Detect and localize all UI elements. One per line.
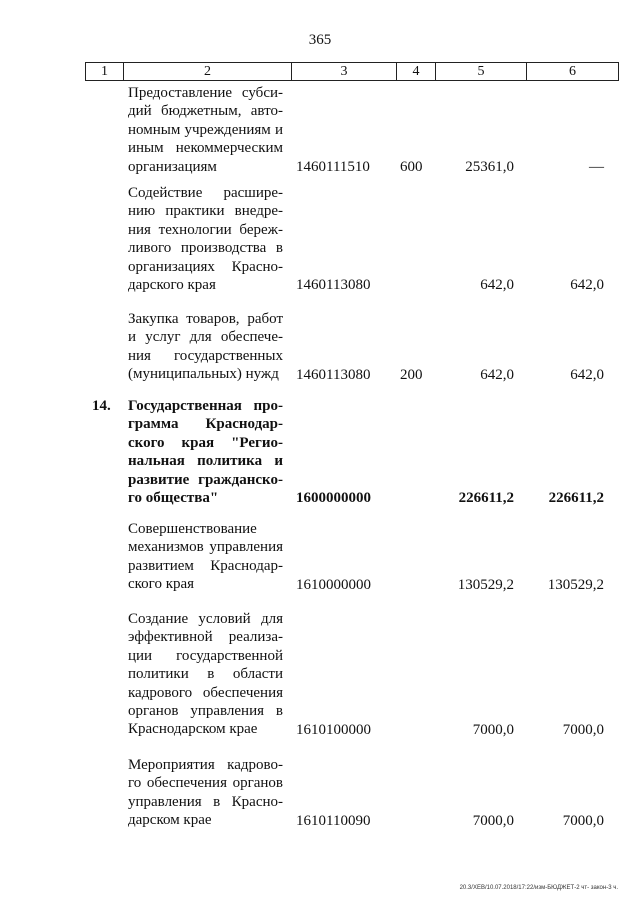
row-amount-col6: 642,0 <box>570 366 604 383</box>
row-code: 1460113080 <box>296 277 371 294</box>
row-description <box>128 756 283 830</box>
row-amount-col5: 130529,2 <box>457 576 514 593</box>
row-amount-col5: 642,0 <box>480 366 514 383</box>
row-description <box>128 397 283 507</box>
description-line: (муниципальных) нужд <box>128 366 279 383</box>
description-line: ского края <box>128 576 195 593</box>
row-expense-type: 600 <box>400 159 423 175</box>
description-line: развитие гражданско- <box>128 471 283 488</box>
row-amount-col6: 7000,0 <box>562 812 604 829</box>
row-code: 1610110090 <box>296 812 371 829</box>
row-expense-type: 200 <box>400 366 423 383</box>
row-amount-col6: 7000,0 <box>562 721 604 738</box>
description-line: нальная политика и <box>128 453 283 470</box>
page-number: 365 <box>308 32 332 48</box>
row-amount-col6: — <box>589 159 604 175</box>
description-line: ции государственной <box>128 647 283 664</box>
row-code: 1460111510 <box>296 159 370 175</box>
description-line: Совершенствование <box>128 521 257 537</box>
row-amount-col6: 642,0 <box>570 277 604 294</box>
header-col-2: 2 <box>204 64 211 79</box>
description-line: номным учреждениям и <box>128 121 283 138</box>
description-line: ливого производства в <box>128 240 283 257</box>
footer-stamp: 20.3/ХЕВ/10.07.2018/17:22/изм-БЮДЖЕТ-2 чт- закон-3 ч. <box>459 885 618 891</box>
description-line: грамма Краснодар- <box>128 416 283 433</box>
row-amount-col5: 7000,0 <box>472 721 514 738</box>
description-line: дарском крае <box>128 812 212 829</box>
description-line: иным некоммерческим <box>128 140 283 157</box>
header-col-3: 3 <box>340 64 348 79</box>
description-line: политики в области <box>128 666 283 683</box>
header-col-4: 4 <box>412 64 420 79</box>
description-line: организациям <box>128 158 217 175</box>
header-col-5: 5 <box>477 64 485 79</box>
row-number: 14. <box>92 398 111 414</box>
description-line: Предоставление субси- <box>128 85 283 101</box>
row-amount-col5: 7000,0 <box>472 812 514 829</box>
description-line: ния государственных <box>128 347 283 364</box>
table-header <box>85 62 619 81</box>
description-line: ского края "Регио- <box>128 434 283 451</box>
description-line: го обеспечения органов <box>128 775 283 792</box>
row-code: 1600000000 <box>296 490 371 507</box>
row-amount-col5: 25361,0 <box>465 159 514 175</box>
row-amount-col6: 130529,2 <box>547 576 604 593</box>
description-line: Закупка товаров, работ <box>128 311 283 327</box>
description-line: Мероприятия кадрово- <box>128 757 283 773</box>
header-col-1: 1 <box>101 64 108 79</box>
row-description <box>128 520 283 594</box>
description-line: организациях Красно- <box>128 258 283 275</box>
description-line: дарского края <box>128 277 216 294</box>
description-line: кадрового обеспечения <box>128 684 283 701</box>
row-code: 1610100000 <box>296 721 371 738</box>
row-code: 1610000000 <box>296 576 371 593</box>
description-line: Содействие расшире- <box>128 185 283 201</box>
description-line: управления в Красно- <box>128 793 283 810</box>
description-line: го общества" <box>128 490 219 507</box>
row-code: 1460113080 <box>296 366 371 383</box>
description-line: и услуг для обеспече- <box>128 329 283 346</box>
description-line: дий бюджетным, авто- <box>128 103 283 120</box>
description-line: ния технологии береж- <box>128 221 283 238</box>
description-line: Создание условий для <box>128 611 283 627</box>
description-line: механизмов управления <box>128 539 283 556</box>
row-amount-col6: 226611,2 <box>548 490 604 507</box>
row-description <box>128 84 283 176</box>
description-line: развитием Краснодар- <box>128 557 283 574</box>
row-description <box>128 610 283 739</box>
description-line: Государственная про- <box>128 398 283 414</box>
description-line: Краснодарском крае <box>128 721 258 738</box>
row-amount-col5: 226611,2 <box>458 490 514 507</box>
description-line: эффективной реализа- <box>128 629 283 646</box>
header-col-6: 6 <box>569 64 576 79</box>
row-description <box>128 184 283 294</box>
row-amount-col5: 642,0 <box>480 277 514 294</box>
row-description <box>128 310 283 384</box>
description-line: органов управления в <box>128 703 283 720</box>
description-line: нию практики внедре- <box>128 203 283 220</box>
